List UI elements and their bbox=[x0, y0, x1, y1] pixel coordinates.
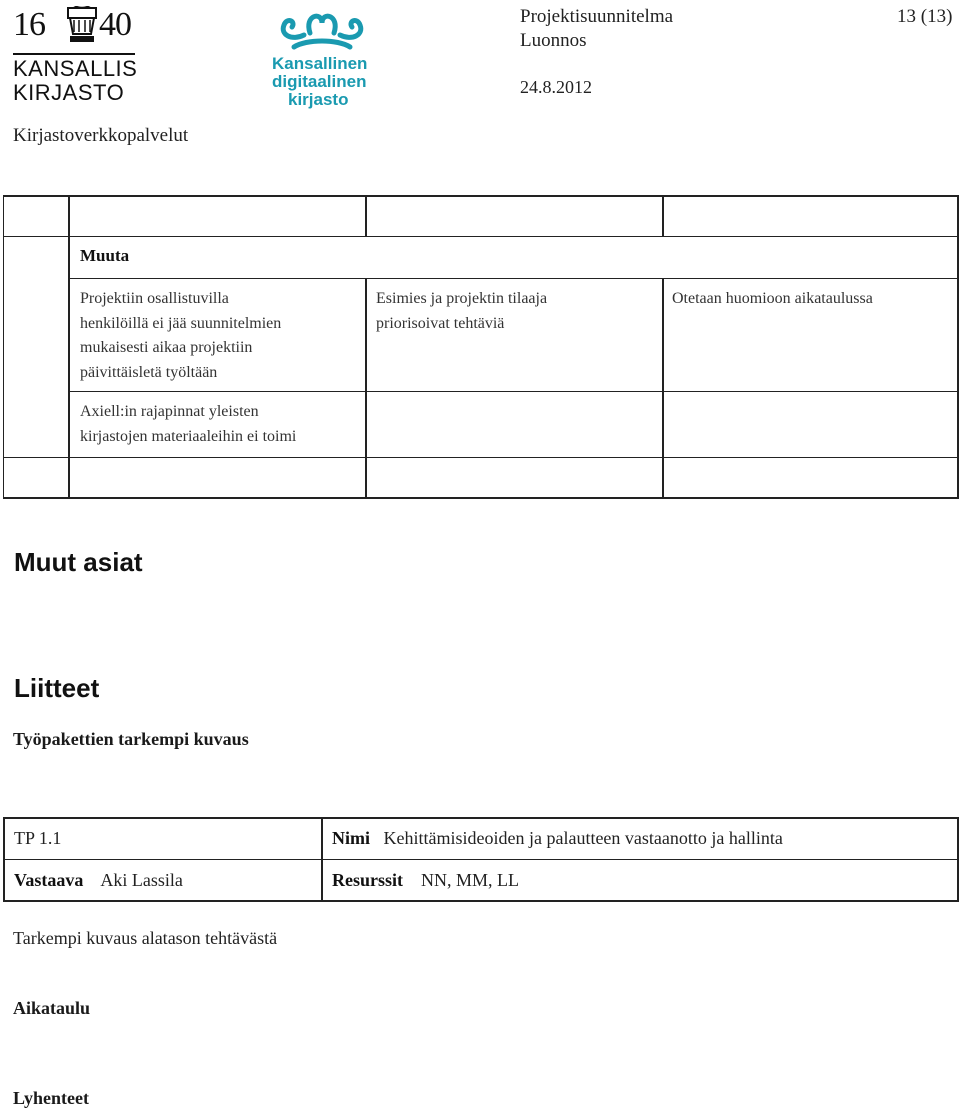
table-rule bbox=[3, 817, 958, 819]
work-package-owner bbox=[14, 870, 183, 891]
table-rule bbox=[3, 900, 958, 902]
document-date: 24.8.2012 bbox=[520, 77, 592, 97]
work-package-resources bbox=[332, 870, 519, 891]
document-title: Projektisuunnitelma bbox=[520, 6, 674, 27]
logo-text-line1: KANSALLIS bbox=[13, 56, 138, 81]
table-rule bbox=[321, 817, 323, 902]
subsection-heading-work-packages: Työpakettien tarkempi kuvaus bbox=[13, 729, 249, 749]
table-rule bbox=[957, 817, 959, 902]
name-value: Kehittämisideoiden ja palautteen vastaanotto ja hallinta bbox=[383, 828, 783, 848]
risk-description: Axiell:in rajapinnat yleisten kirjastojen materiaaleihin ei toimi bbox=[80, 403, 297, 445]
section-heading-attachments: Liitteet bbox=[14, 673, 100, 703]
page-number: 13 (13) bbox=[897, 6, 953, 27]
work-package-name bbox=[332, 828, 783, 849]
logo-text-line2: digitaalinen bbox=[272, 72, 367, 91]
work-package-id: TP 1.1 bbox=[14, 828, 62, 848]
schedule-heading: Aikataulu bbox=[13, 998, 91, 1018]
table-rule bbox=[3, 859, 958, 860]
abbreviations-heading: Lyhenteet bbox=[13, 1088, 89, 1108]
table-rule bbox=[3, 817, 5, 902]
risk-group-label: Muuta bbox=[80, 246, 130, 265]
risk-response: Otetaan huomioon aikataulussa bbox=[672, 290, 873, 307]
name-label: Nimi bbox=[332, 828, 370, 848]
owner-label: Vastaava bbox=[14, 870, 84, 890]
logo-text-line2: KIRJASTO bbox=[13, 80, 125, 105]
owner-value: Aki Lassila bbox=[100, 870, 183, 890]
organization-name: Kirjastoverkkopalvelut bbox=[13, 125, 189, 146]
document-status: Luonnos bbox=[520, 30, 587, 51]
logo-text-line1: Kansallinen bbox=[272, 54, 368, 73]
risk-description: Projektiin osallistuvilla henkilöillä ei jää suunnitelmien mukaisesti aikaa projektiin päivittäisletä työltään bbox=[80, 290, 282, 381]
resources-label: Resurssit bbox=[332, 870, 403, 890]
task-description: Tarkempi kuvaus alatason tehtävästä bbox=[13, 928, 278, 948]
section-heading-other: Muut asiat bbox=[14, 547, 143, 577]
logo-year-prefix: 16 bbox=[13, 6, 45, 43]
risk-mitigation: Esimies ja projektin tilaaja priorisoivat tehtäviä bbox=[376, 290, 548, 332]
logo-year-suffix: 40 bbox=[99, 6, 131, 43]
logo-text-line3: kirjasto bbox=[288, 90, 349, 109]
resources-value: NN, MM, LL bbox=[421, 870, 519, 890]
